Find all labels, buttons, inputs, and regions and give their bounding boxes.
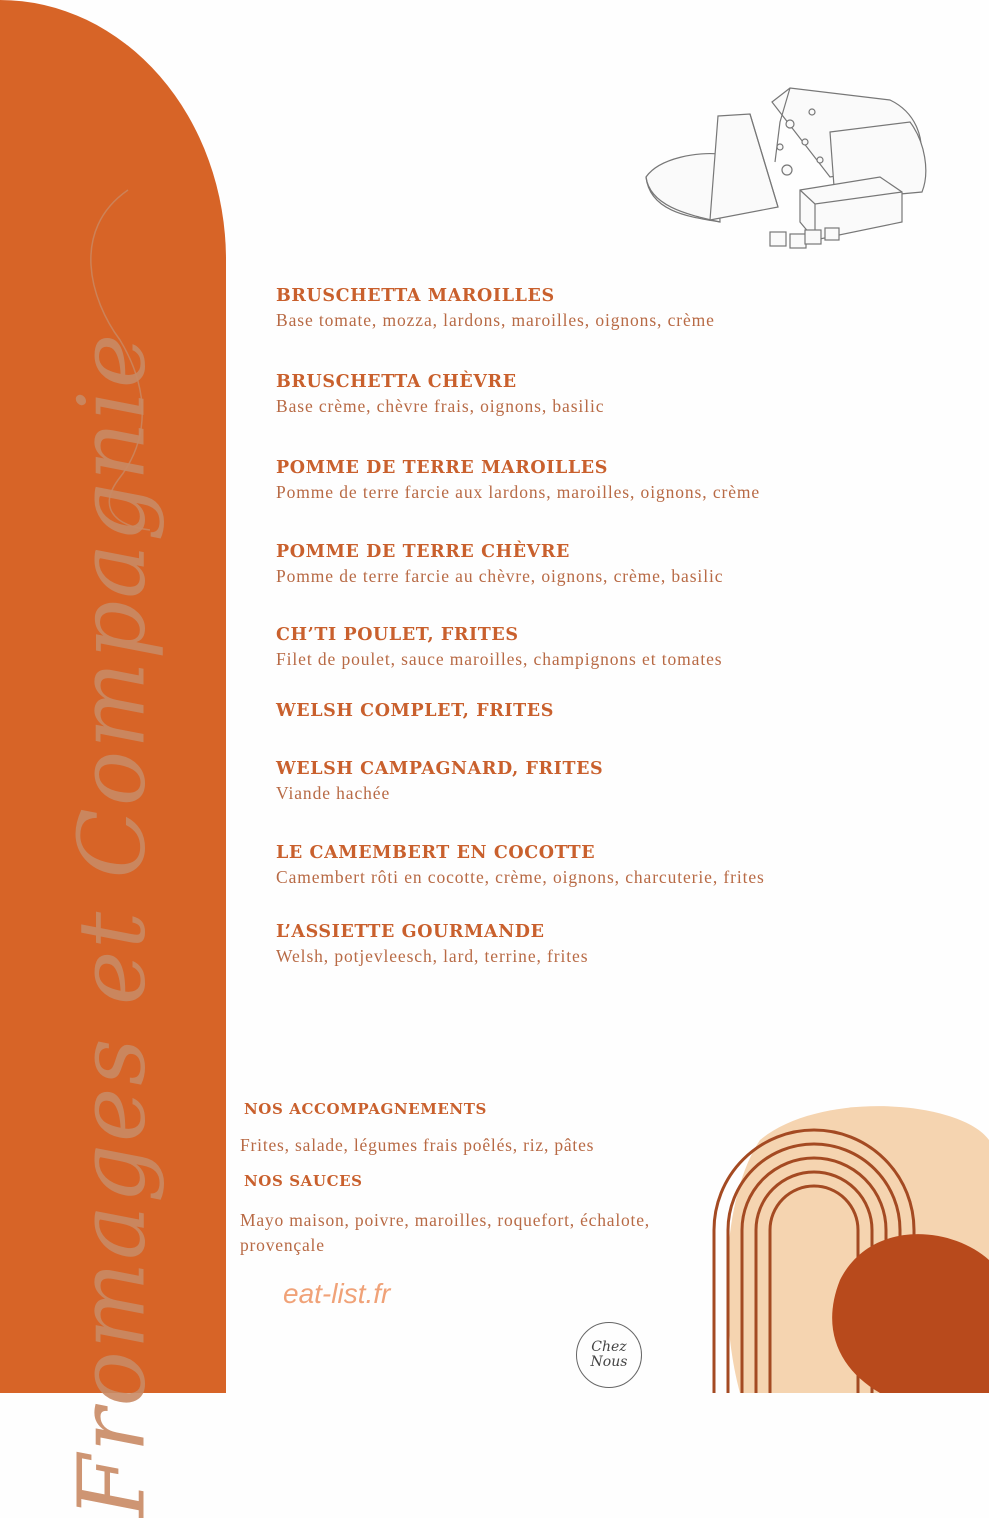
cheese-illustration-icon <box>640 82 940 262</box>
watermark: eat-list.fr <box>283 1278 391 1309</box>
menu-item <box>276 922 588 967</box>
side-title: Fromages et Compagnie <box>58 331 166 1518</box>
menu-item-name: CH’TI POULET, FRITES <box>276 625 519 645</box>
arches-decoration-icon <box>700 1100 989 1393</box>
menu-item <box>276 286 715 331</box>
sauces-line-1: Mayo maison, poivre, maroilles, roquefort, échalote, <box>240 1210 650 1230</box>
menu-item-description: Base crème, chèvre frais, oignons, basilic <box>276 396 605 416</box>
menu-item-name: POMME DE TERRE CHÈVRE <box>276 542 570 562</box>
menu-item-description: Pomme de terre farcie au chèvre, oignons, crème, basilic <box>276 566 724 586</box>
menu-item-name: WELSH CAMPAGNARD, FRITES <box>276 759 604 779</box>
menu-item-description: Pomme de terre farcie aux lardons, maroilles, oignons, crème <box>276 482 761 502</box>
menu-item <box>276 625 722 670</box>
menu-item-description: Camembert rôti en cocotte, crème, oignons, charcuterie, frites <box>276 867 765 887</box>
sauces-line-2: provençale <box>240 1235 325 1255</box>
menu-item-name: POMME DE TERRE MAROILLES <box>276 458 608 478</box>
chez-nous-logo <box>576 1322 642 1388</box>
menu-item-name: BRUSCHETTA MAROILLES <box>276 286 555 306</box>
menu-item-description: Filet de poulet, sauce maroilles, champignons et tomates <box>276 649 723 669</box>
swirl-line-decoration <box>0 0 226 1393</box>
menu-item <box>276 542 723 587</box>
sauces-title: NOS SAUCES <box>244 1172 363 1190</box>
menu-item-name: WELSH COMPLET, FRITES <box>276 701 554 721</box>
menu-item <box>276 701 554 721</box>
menu-item <box>276 759 603 804</box>
menu-item <box>276 372 604 417</box>
logo-line-2: Nous <box>590 1354 628 1370</box>
menu-item <box>276 458 760 503</box>
menu-item-name: L’ASSIETTE GOURMANDE <box>276 922 545 942</box>
menu-item-description: Viande hachée <box>276 783 391 803</box>
menu-item <box>276 843 765 888</box>
menu-item-name: LE CAMEMBERT EN COCOTTE <box>276 843 596 863</box>
menu-item-description: Base tomate, mozza, lardons, maroilles, oignons, crème <box>276 310 715 330</box>
sides-title: NOS ACCOMPAGNEMENTS <box>244 1100 487 1118</box>
menu-item-name: BRUSCHETTA CHÈVRE <box>276 372 517 392</box>
sauces-text <box>240 1208 650 1258</box>
logo-line-1: Chez <box>591 1339 627 1355</box>
sides-text: Frites, salade, légumes frais poêlés, riz, pâtes <box>240 1135 595 1155</box>
menu-item-description: Welsh, potjevleesch, lard, terrine, frites <box>276 946 589 966</box>
